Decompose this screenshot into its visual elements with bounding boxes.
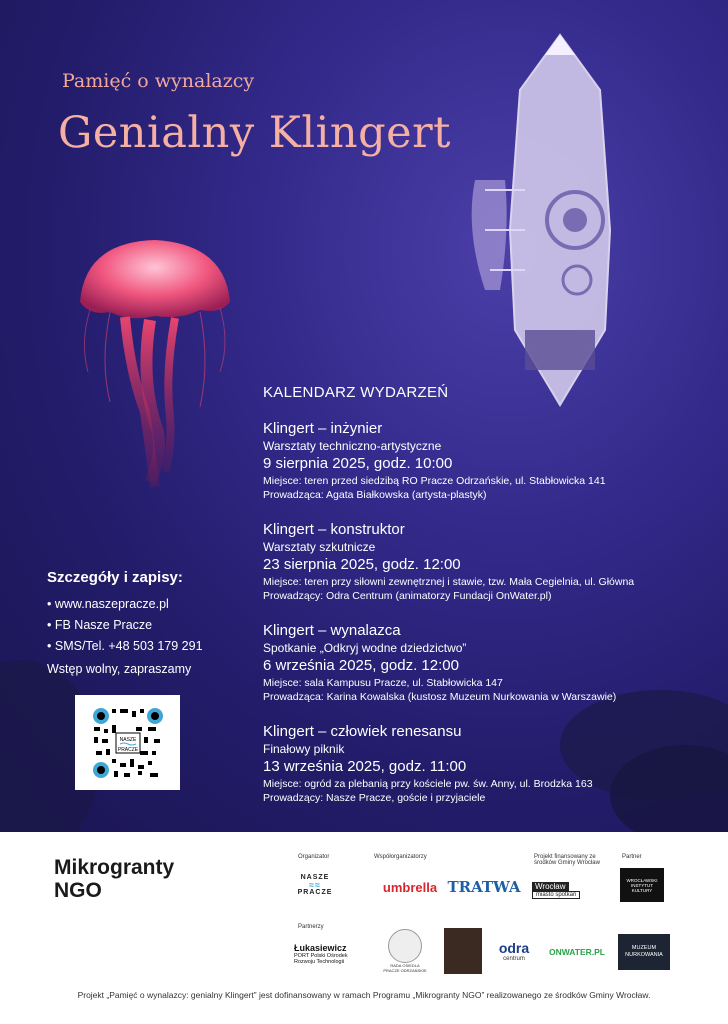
logo-subtext: centrum [503, 956, 525, 962]
lukasiewicz-logo [294, 936, 366, 972]
event-title: Klingert – inżynier [263, 420, 383, 437]
event-date: 23 sierpnia 2025, godz. 12:00 [263, 556, 461, 573]
event-type: Finałowy piknik [263, 742, 345, 756]
facebook-link[interactable]: FB Nasze Pracze [54, 618, 153, 632]
poster-subtitle: Pamięć o wynalazcy [62, 70, 255, 92]
logo-text: PRACZE ODRZAŃSKIE [383, 968, 427, 973]
logo-text: Łukasiewicz [294, 943, 347, 953]
logo-text: MUZEUM [631, 945, 657, 951]
financed-label: Projekt finansowany ze środków Gminy Wrocław [534, 854, 600, 866]
event-date: 6 września 2025, godz. 12:00 [263, 657, 459, 674]
event-date: 13 września 2025, godz. 11:00 [263, 758, 467, 775]
event-item [263, 722, 713, 805]
logo-text: TRATWA [447, 878, 521, 896]
logo-text: INSTYTUT [631, 882, 653, 888]
event-title: Klingert – człowiek renesansu [263, 723, 462, 740]
event-date: 9 sierpnia 2025, godz. 10:00 [263, 455, 453, 472]
organizer-label: Organizator [298, 854, 330, 860]
sponsors-footer [0, 832, 728, 1024]
poster-title: Genialny Klingert [58, 108, 451, 158]
event-host: Prowadząca: Agata Białkowska (artysta-plastyk) [263, 489, 487, 501]
waves-icon: ≈≈ [309, 880, 321, 890]
logo-subtext: PORT Polski Ośrodek [294, 953, 348, 959]
nasze-pracze-logo [296, 868, 334, 902]
program-name-line-1: Mikrogranty [54, 856, 175, 879]
qr-code-graphic [92, 707, 164, 779]
event-host: Prowadzący: Odra Centrum (animatorzy Fundacji OnWater.pl) [263, 590, 552, 602]
phone-contact: SMS/Tel. +48 503 179 291 [54, 639, 203, 653]
event-title: Klingert – wynalazca [263, 622, 401, 639]
tratwa-logo [447, 872, 521, 902]
logo-text: PRACZE [297, 889, 333, 896]
event-place: Miejsce: teren przed siedzibą RO Pracze Odrzańskie, ul. Stabłowicka 141 [263, 475, 606, 487]
qr-logo-line-1: NASZE [119, 736, 136, 743]
coorganizers-label: Współorganizatorzy [374, 854, 427, 860]
details-item[interactable]: • FB Nasze Pracze [47, 618, 153, 632]
partner-label: Partner [622, 854, 642, 860]
event-host: Prowadząca: Karina Kowalska (kustosz Muzeum Nurkowania w Warszawie) [263, 691, 617, 703]
partners-label: Partnerzy [298, 924, 324, 930]
event-type: Spotkanie „Odkryj wodne dziedzictwo” [263, 641, 467, 655]
diving-machine-illustration [465, 30, 635, 410]
program-logo [54, 856, 174, 902]
event-item [263, 520, 713, 603]
event-place: Miejsce: teren przy siłowni zewnętrznej i stawie, tzw. Mała Cegielnia, ul. Główna [263, 576, 635, 588]
event-item [263, 621, 713, 704]
church-emblem-icon [388, 929, 422, 963]
program-name-line-2: NGO [54, 879, 102, 902]
details-heading: Szczegóły i zapisy: [47, 569, 183, 586]
event-place: Miejsce: sala Kampusu Pracze, ul. Stabłowicka 147 [263, 677, 503, 689]
parish-logo-icon [444, 928, 482, 974]
website-link[interactable]: www.naszepracze.pl [54, 597, 169, 611]
event-type: Warsztaty techniczno-artystyczne [263, 439, 442, 453]
event-place: Miejsce: ogród za plebanią przy kościele pw. św. Anny, ul. Brodzka 163 [263, 778, 593, 790]
logo-text: umbrella [382, 879, 438, 895]
logo-text: WROCŁAWSKI [626, 877, 658, 883]
details-item: • SMS/Tel. +48 503 179 291 [47, 639, 203, 653]
qr-code[interactable] [75, 695, 180, 790]
logo-text: Wrocław [532, 882, 569, 891]
logo-text: NASZE [300, 874, 330, 881]
free-entry-note: Wstęp wolny, zapraszamy [47, 662, 192, 676]
event-host: Prowadzący: Nasze Pracze, goście i przyjaciele [263, 792, 486, 804]
jellyfish-illustration [70, 232, 240, 492]
event-type: Warsztaty szkutnicze [263, 540, 376, 554]
logo-subtext: Rozwoju Technologii [294, 959, 345, 965]
logo-subtext: miasto spotkań [532, 891, 580, 899]
odra-centrum-logo [490, 936, 538, 966]
logo-text: ONWATER.PL [548, 947, 606, 957]
muzeum-nurkowania-logo [618, 934, 670, 970]
wroclaw-logo [532, 880, 598, 900]
logo-text: odra [498, 940, 530, 956]
funding-note: Projekt „Pamięć o wynalazcy: genialny Klingert” jest dofinansowany w ramach Programu „Mikrogranty NGO” realizowanego ze środków Gminy Wrocław. [77, 990, 651, 1000]
umbrella-logo [384, 872, 436, 902]
calendar-heading: KALENDARZ WYDARZEŃ [263, 384, 449, 401]
onwater-logo [546, 942, 608, 962]
qr-logo-line-2: PRACZE [117, 746, 138, 753]
wik-logo [620, 868, 664, 902]
event-item [263, 419, 713, 502]
event-title: Klingert – konstruktor [263, 521, 405, 538]
events-calendar [263, 384, 713, 823]
logo-text: NURKOWANIA [625, 952, 663, 958]
signup-details [47, 569, 203, 680]
details-item[interactable]: • www.naszepracze.pl [47, 597, 169, 611]
rada-osiedla-logo [382, 928, 428, 974]
logo-text: RADA OSIEDLA [390, 963, 420, 968]
logo-text: KULTURY [631, 887, 653, 893]
